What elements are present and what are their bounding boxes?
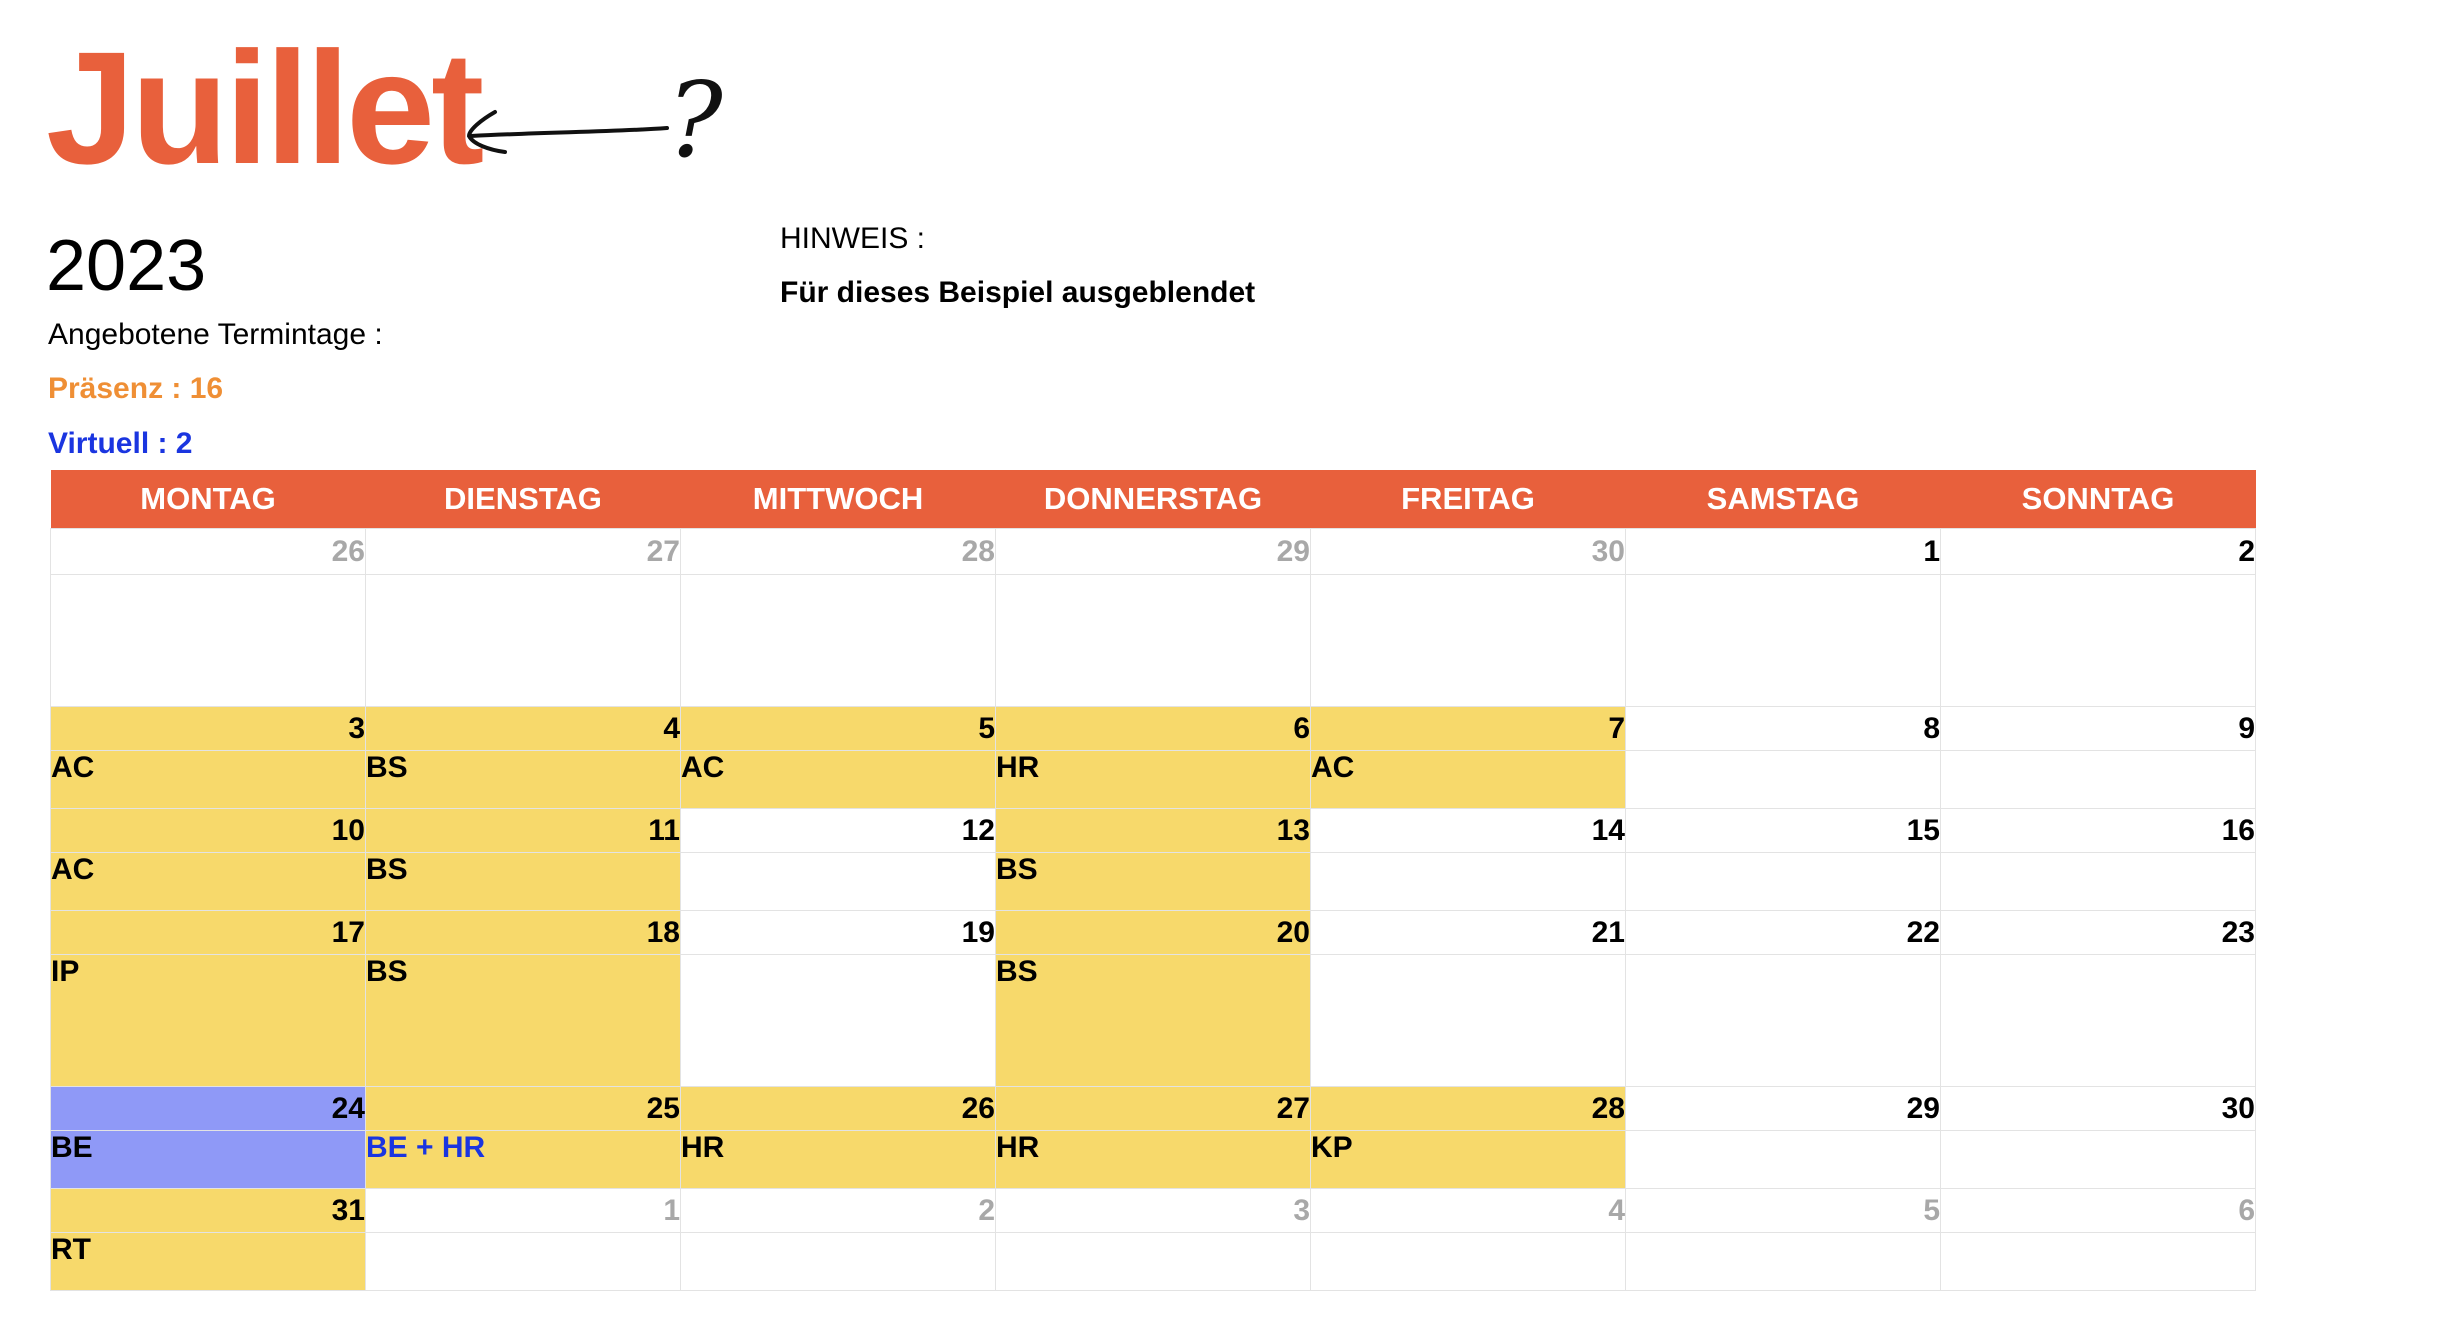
week-3-day-numbers — [51, 809, 2256, 853]
empty-day-cell[interactable] — [1941, 751, 2256, 809]
empty-day-cell[interactable] — [1626, 955, 1941, 1087]
empty-day-cell[interactable] — [681, 575, 996, 707]
weekday-header-sonntag: SONNTAG — [2021, 481, 2175, 516]
empty-day-cell[interactable] — [366, 1233, 681, 1291]
month-calendar — [50, 470, 2256, 1291]
day-number[interactable]: 6 — [996, 707, 1311, 751]
empty-day-cell[interactable] — [681, 853, 996, 911]
week-5-entries — [51, 1131, 2256, 1189]
weekday-header-mittwoch: MITTWOCH — [752, 481, 924, 516]
empty-day-cell[interactable] — [51, 575, 366, 707]
day-number[interactable]: 15 — [1626, 809, 1941, 853]
week-1-day-numbers — [51, 529, 2256, 575]
empty-day-cell[interactable] — [1626, 853, 1941, 911]
empty-day-cell[interactable] — [1626, 1131, 1941, 1189]
empty-day-cell[interactable] — [1311, 1233, 1626, 1291]
empty-day-cell[interactable] — [996, 575, 1311, 707]
day-number[interactable]: 3 — [51, 707, 366, 751]
appointment-entry[interactable]: HR — [996, 751, 1311, 809]
empty-day-cell[interactable] — [681, 955, 996, 1087]
day-number[interactable]: 25 — [366, 1087, 681, 1131]
week-4-day-numbers — [51, 911, 2256, 955]
appointment-entry[interactable]: AC — [681, 751, 996, 809]
virtual-count: Virtuell : 2 — [48, 427, 193, 460]
day-number[interactable]: 27 — [996, 1087, 1311, 1131]
week-6-day-numbers — [51, 1189, 2256, 1233]
day-number[interactable]: 5 — [681, 707, 996, 751]
appointment-entry[interactable]: AC — [51, 751, 366, 809]
empty-day-cell[interactable] — [1941, 1131, 2256, 1189]
calendar-body — [51, 529, 2256, 1291]
day-number[interactable]: 4 — [366, 707, 681, 751]
day-number[interactable]: 10 — [51, 809, 366, 853]
day-number[interactable]: 29 — [1626, 1087, 1941, 1131]
day-number[interactable]: 12 — [681, 809, 996, 853]
weekday-header-dienstag: DIENSTAG — [444, 481, 602, 516]
day-number[interactable]: 2 — [681, 1189, 996, 1233]
day-number[interactable]: 6 — [1941, 1189, 2256, 1233]
empty-day-cell[interactable] — [1311, 853, 1626, 911]
weekday-header-donnerstag: DONNERSTAG — [1043, 481, 1263, 516]
appointment-entry[interactable]: HR — [996, 1131, 1311, 1189]
appointment-entry[interactable]: AC — [1311, 751, 1626, 809]
appointment-entry[interactable]: IP — [51, 955, 366, 1087]
appointment-entry[interactable]: BE + HR — [366, 1131, 681, 1189]
day-number[interactable]: 21 — [1311, 911, 1626, 955]
question-mark-annotation: ? — [667, 60, 723, 170]
appointment-entry[interactable]: BE — [51, 1131, 366, 1189]
day-number[interactable]: 23 — [1941, 911, 2256, 955]
day-number[interactable]: 5 — [1626, 1189, 1941, 1233]
hand-drawn-arrow-icon — [455, 60, 745, 170]
day-number[interactable]: 18 — [366, 911, 681, 955]
weekday-header-row — [51, 470, 2256, 529]
empty-day-cell[interactable] — [996, 1233, 1311, 1291]
day-number[interactable]: 1 — [1626, 529, 1941, 575]
empty-day-cell[interactable] — [1626, 575, 1941, 707]
week-4-entries — [51, 955, 2256, 1087]
appointment-entry[interactable]: RT — [51, 1233, 366, 1291]
day-number[interactable]: 26 — [681, 1087, 996, 1131]
year-label: 2023 — [46, 226, 207, 306]
offered-days-label: Angebotene Termintage : — [48, 318, 383, 351]
day-number[interactable]: 2 — [1941, 529, 2256, 575]
week-6-entries — [51, 1233, 2256, 1291]
day-number[interactable]: 20 — [996, 911, 1311, 955]
day-number[interactable]: 24 — [51, 1087, 366, 1131]
weekday-header-samstag: SAMSTAG — [1706, 481, 1860, 516]
day-number[interactable]: 1 — [366, 1189, 681, 1233]
month-title: Juillet — [46, 18, 481, 197]
week-1-entries — [51, 575, 2256, 707]
appointment-entry[interactable]: BS — [366, 853, 681, 911]
day-number[interactable]: 22 — [1626, 911, 1941, 955]
empty-day-cell[interactable] — [1626, 751, 1941, 809]
day-number[interactable]: 19 — [681, 911, 996, 955]
empty-day-cell[interactable] — [1941, 575, 2256, 707]
empty-day-cell[interactable] — [1941, 1233, 2256, 1291]
day-number[interactable]: 28 — [681, 529, 996, 575]
weekday-header-montag: MONTAG — [140, 481, 276, 516]
day-number[interactable]: 26 — [51, 529, 366, 575]
day-number[interactable]: 28 — [1311, 1087, 1626, 1131]
day-number[interactable]: 7 — [1311, 707, 1626, 751]
day-number[interactable]: 31 — [51, 1189, 366, 1233]
empty-day-cell[interactable] — [1626, 1233, 1941, 1291]
note-label: HINWEIS : — [780, 222, 926, 255]
day-number[interactable]: 9 — [1941, 707, 2256, 751]
day-number[interactable]: 27 — [366, 529, 681, 575]
day-number[interactable]: 30 — [1941, 1087, 2256, 1131]
day-number[interactable]: 11 — [366, 809, 681, 853]
appointment-entry[interactable]: BS — [366, 751, 681, 809]
empty-day-cell[interactable] — [1941, 853, 2256, 911]
appointment-entry[interactable]: AC — [51, 853, 366, 911]
appointment-entry[interactable]: BS — [996, 955, 1311, 1087]
empty-day-cell[interactable] — [681, 1233, 996, 1291]
empty-day-cell[interactable] — [1941, 955, 2256, 1087]
appointment-entry[interactable]: BS — [366, 955, 681, 1087]
day-number[interactable]: 13 — [996, 809, 1311, 853]
empty-day-cell[interactable] — [1311, 575, 1626, 707]
week-5-day-numbers — [51, 1087, 2256, 1131]
appointment-entry[interactable]: BS — [996, 853, 1311, 911]
note-text: Für dieses Beispiel ausgeblendet — [780, 276, 1256, 309]
empty-day-cell[interactable] — [1311, 955, 1626, 1087]
weekday-header-freitag: FREITAG — [1401, 481, 1535, 516]
appointment-entry[interactable]: HR — [681, 1131, 996, 1189]
day-number[interactable]: 3 — [996, 1189, 1311, 1233]
day-number[interactable]: 30 — [1311, 529, 1626, 575]
day-number[interactable]: 17 — [51, 911, 366, 955]
day-number[interactable]: 4 — [1311, 1189, 1626, 1233]
day-number[interactable]: 8 — [1626, 707, 1941, 751]
week-2-entries — [51, 751, 2256, 809]
presence-count: Präsenz : 16 — [48, 372, 224, 405]
day-number[interactable]: 16 — [1941, 809, 2256, 853]
day-number[interactable]: 29 — [996, 529, 1311, 575]
day-number[interactable]: 14 — [1311, 809, 1626, 853]
week-3-entries — [51, 853, 2256, 911]
empty-day-cell[interactable] — [366, 575, 681, 707]
week-2-day-numbers — [51, 707, 2256, 751]
appointment-entry[interactable]: KP — [1311, 1131, 1626, 1189]
